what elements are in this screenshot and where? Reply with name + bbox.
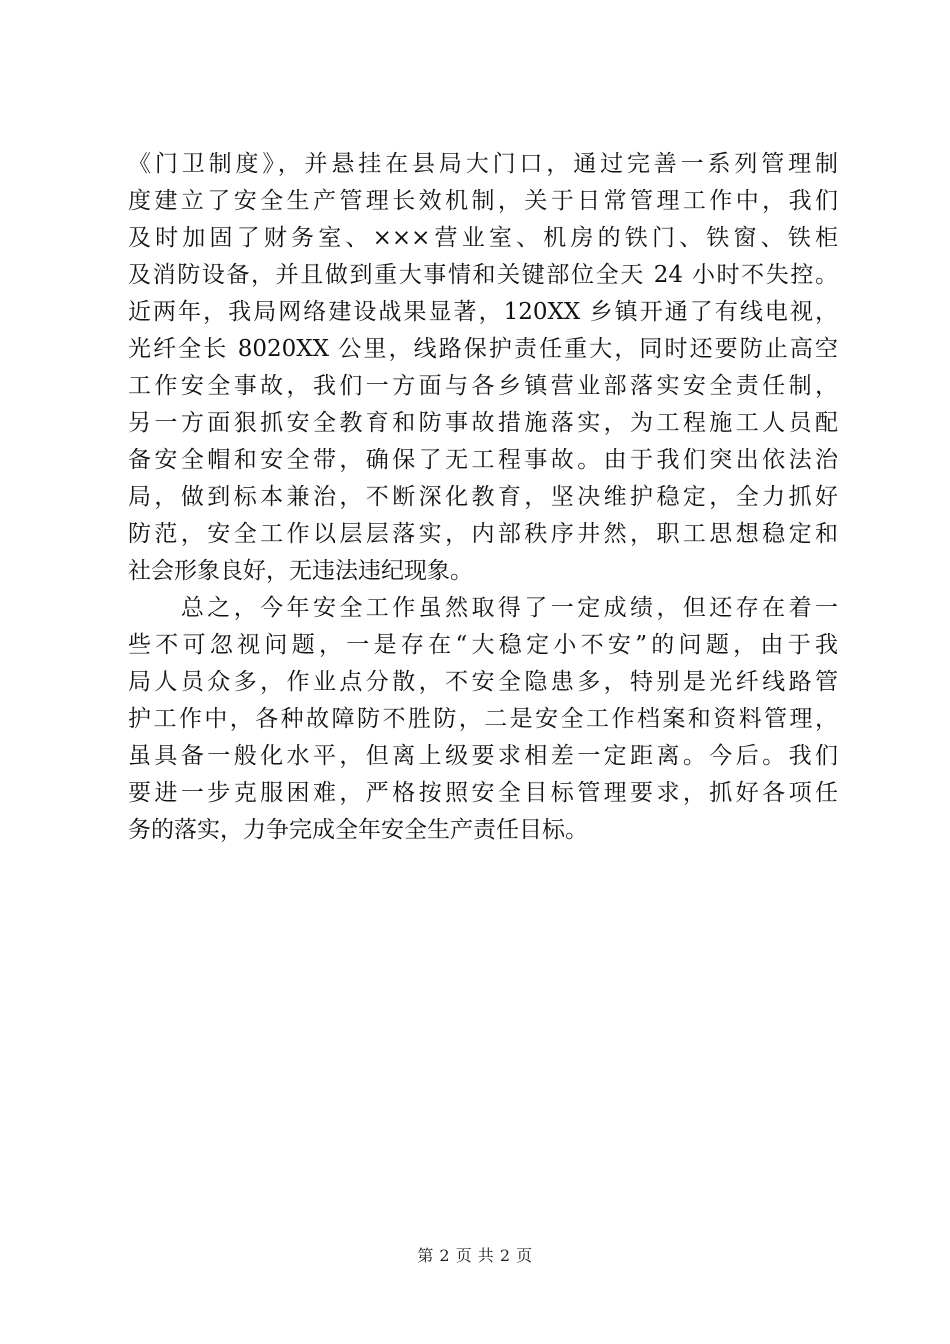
text-line: 光纤全长 8020XX 公里，线路保护责任重大，同时还要防止高空 (128, 336, 838, 362)
text-line: 局，做到标本兼治，不断深化教育，坚决维护稳定，全力抓好 (128, 484, 838, 510)
body-text (128, 146, 838, 849)
text-line: 护工作中，各种故障防不胜防，二是安全工作档案和资料管理， (128, 706, 838, 732)
text-line: 局人员众多，作业点分散，不安全隐患多，特别是光纤线路管 (128, 669, 838, 695)
text-line: 虽具备一般化水平，但离上级要求相差一定距离。今后。我们 (128, 743, 838, 769)
page-footer (0, 1243, 950, 1266)
text-line: 度建立了安全生产管理长效机制，关于日常管理工作中，我们 (128, 188, 838, 214)
paragraph-end-line: 社会形象良好，无违法违纪现象。 (128, 558, 473, 584)
text-line: 些不可忽视问题，一是存在“大稳定小不安”的问题，由于我 (128, 632, 838, 658)
text-line: 另一方面狠抓安全教育和防事故措施落实，为工程施工人员配 (128, 410, 838, 436)
text-line: 及消防设备，并且做到重大事情和关键部位全天 24 小时不失控。 (128, 262, 838, 288)
text-line: 总之，今年安全工作虽然取得了一定成绩，但还存在着一 (128, 595, 838, 621)
text-line: 防范，安全工作以层层落实，内部秩序井然，职工思想稳定和 (128, 521, 838, 547)
text-line: 《门卫制度》，并悬挂在县局大门口，通过完善一系列管理制 (128, 151, 838, 177)
paragraph-end-line: 务的落实，力争完成全年安全生产责任目标。 (128, 817, 588, 843)
page-number: 第 2 页 共 2 页 (417, 1246, 533, 1265)
text-line: 备安全帽和安全带，确保了无工程事故。由于我们突出依法治 (128, 447, 838, 473)
text-line: 近两年，我局网络建设战果显著，120XX 乡镇开通了有线电视， (128, 299, 838, 325)
text-line: 工作安全事故，我们一方面与各乡镇营业部落实安全责任制， (128, 373, 838, 399)
text-line: 要进一步克服困难，严格按照安全目标管理要求，抓好各项任 (128, 780, 838, 806)
text-line: 及时加固了财务室、×××营业室、机房的铁门、铁窗、铁柜 (128, 225, 838, 251)
